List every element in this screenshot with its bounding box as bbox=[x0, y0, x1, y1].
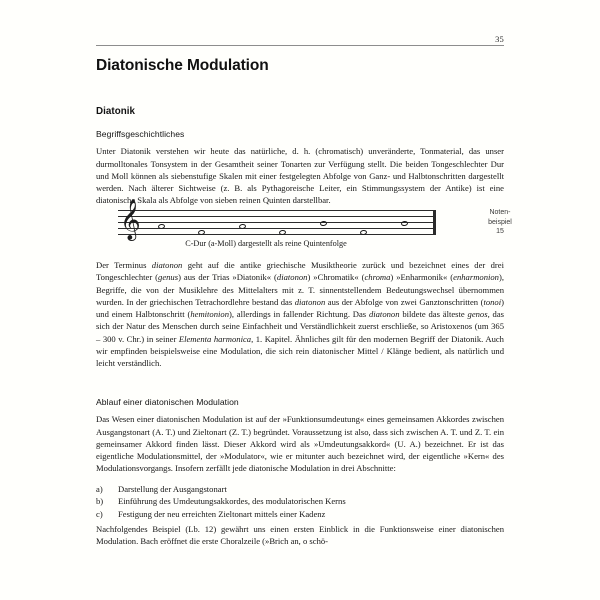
t-run4: ) »Chromatik« ( bbox=[307, 272, 365, 283]
paragraph-ablauf: Das Wesen einer diatonischen Modulation ist auf der »Funktionsumdeutung« eines gemeinsamen Akkordes zwischen Ausgangstonart (A. T.) und Zieltonart (Z. T.) begründet. Voraussetzung ist also, dass sich zwischen A. T. und Z. T. ein gemeinsamer Akkord finden lässt. Dieser Akkord wird als »Umdeutungsakkord« (U. A.) bezeichnet. Er ist das eigentliche Modulationsmittel, der »Modulator«, wie er mitunter auch bezeichnet wird, der eigentliche »Kern« des Modulationsvorgangs. Insofern zerfällt jede diatonische Modulation in drei Abschnitte: bbox=[96, 414, 504, 474]
block-begriffsgeschichtliches bbox=[96, 128, 504, 207]
header-rule bbox=[96, 45, 504, 46]
t-run7: aus der Abfolge von zwei Ganztonschritten ( bbox=[325, 296, 484, 307]
staff-line bbox=[118, 222, 436, 223]
note-head bbox=[320, 220, 328, 226]
staff-line bbox=[118, 216, 436, 217]
t-it2: genus bbox=[158, 272, 179, 283]
staff-line bbox=[118, 210, 436, 211]
section-title: Diatonik bbox=[96, 106, 136, 117]
margin-note-line-2: beispiel bbox=[488, 218, 512, 226]
staff-line bbox=[118, 234, 436, 235]
subheading-begriffsgeschichtliches: Begriffsgeschichtliches bbox=[96, 129, 185, 139]
margin-note-line-3: 15 bbox=[496, 228, 504, 235]
lettered-list bbox=[96, 483, 504, 520]
t-run2: geht auf die antike griechische Musiktheorie zurück und bezeichnet eines der drei Tongeschlechter ( bbox=[96, 260, 504, 283]
chapter-title: Diatonische Modulation bbox=[96, 57, 269, 74]
t-run11: , das sich der Natur des Menschen durch seine Einfachheit und Verständlichkeit zuerst erschließe, so Aristoxenos (um 365 – 300 v. Chr.) in seiner bbox=[96, 309, 504, 344]
t-it5: enharmonion bbox=[453, 272, 499, 283]
final-barline bbox=[433, 210, 437, 235]
t-it6: diatonon bbox=[294, 296, 326, 307]
t-it11: Elementa harmonica bbox=[178, 333, 252, 344]
t-it7: tonoi bbox=[483, 296, 502, 307]
t-run8: ) und einem Halbtonschritt ( bbox=[96, 296, 504, 320]
t-it4: chroma bbox=[364, 272, 391, 283]
music-example-caption: C-Dur (a-Moll) dargestellt als reine Quintenfolge bbox=[185, 239, 347, 248]
t-run12: , 1. Kapitel. Ähnliches gilt für den modernen Begriff der Diatonik. Auch wir empfinden beispielsweise eine Modulation, die sich rein diatonischer Mittel / Klänge bedient, als natürlich und leicht verständlich. bbox=[96, 333, 504, 369]
t-run10: bildete das älteste bbox=[399, 309, 468, 320]
paragraph-terminus-diatonon bbox=[96, 259, 504, 370]
block-nachfolgend bbox=[96, 523, 504, 548]
paragraph-begriffsgeschichtliches: Unter Diatonik verstehen wir heute das natürliche, d. h. (chromatisch) unveränderte, Tonmaterial, das unser durmolltonales Tonsystem in der Gesamtheit seiner Tonarten zur Verfügung stellt. Die beiden Tongeschlechter Dur und Moll können als siebenstufige Skalen mit einer festgelegten Abfolge von Ganz- und Halbtonschritten dargestellt werden. Nach älterer Sichtweise (z. B. als Pythagoreische Leiter, ein Stimmungssystem der Antike) ist eine diatonische Skala als Abfolge von sieben reinen Quinten darstellbar. bbox=[96, 146, 504, 206]
t-it1: diatonon bbox=[151, 260, 183, 270]
t-it3: diatonon bbox=[276, 272, 308, 283]
list-marker: a) bbox=[96, 484, 103, 494]
t-it8: hemitonion bbox=[190, 309, 229, 320]
list-text: Einführung des Umdeutungsakkordes, des modulatorischen Kerns bbox=[118, 496, 346, 507]
subheading-ablauf: Ablauf einer diatonischen Modulation bbox=[96, 397, 239, 407]
treble-clef-icon: 𝄞 bbox=[120, 200, 141, 240]
list-marker: c) bbox=[96, 508, 103, 519]
list-item bbox=[96, 495, 504, 507]
margin-note-line-1: Noten- bbox=[489, 209, 511, 216]
t-it9: diatonon bbox=[368, 309, 400, 320]
staff bbox=[118, 200, 436, 240]
running-head bbox=[96, 28, 504, 46]
t-run9: ), allerdings in fallender Richtung. Das bbox=[229, 309, 369, 320]
t-run1: Der Terminus bbox=[96, 260, 152, 270]
paragraph-nachfolgend: Nachfolgendes Beispiel (Lb. 12) gewährt uns einen ersten Einblick in die Funktionsweise einer diatonischen Modulation. Bach eröffnet die erste Choralzeile (»Brich an, o schö- bbox=[96, 524, 504, 547]
page-number: 35 bbox=[495, 34, 504, 44]
list-marker: b) bbox=[96, 496, 104, 507]
t-run6: ), Begriffe, die von der Musiklehre des Mittelalters mit z. T. sinnentstellendem Bedeutungswechsel übernommen wurden. In der griechischen Tetrachordlehre bestand das bbox=[96, 272, 504, 307]
note-head bbox=[401, 220, 409, 226]
block-ablauf bbox=[96, 396, 504, 475]
t-run3: ) aus der Trias »Diatonik« ( bbox=[178, 272, 277, 283]
margin-note-notenbeispiel bbox=[470, 208, 530, 237]
staff-line bbox=[118, 228, 436, 229]
block-terminus-diatonon bbox=[96, 259, 504, 370]
t-run5: ) »Enharmonik« ( bbox=[390, 272, 454, 283]
list-text: Festigung der neu erreichten Zieltonart mittels einer Kadenz bbox=[118, 508, 326, 519]
t-it10: genos bbox=[467, 309, 488, 320]
list-item bbox=[96, 508, 504, 520]
list-text: Darstellung der Ausgangstonart bbox=[118, 484, 227, 494]
music-example bbox=[96, 200, 504, 254]
list-item bbox=[96, 483, 504, 495]
